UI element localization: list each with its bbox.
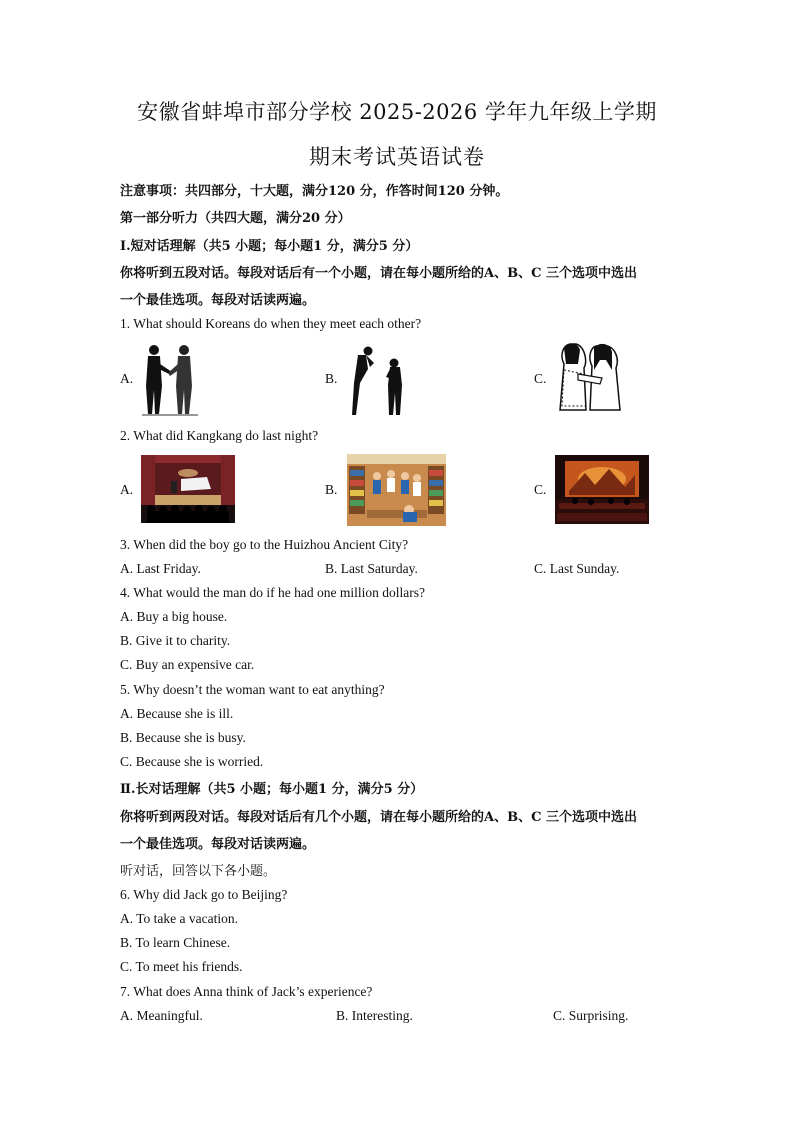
notice: 注意事项：共四部分，十大题，满分120 分，作答时间120 分钟。 <box>120 184 509 199</box>
section1-instruction-line1: 你将听到五段对话。每段对话后有一个小题，请在每小题所给的A、B、C 三个选项中选出 <box>120 266 637 281</box>
section2-subinstruction: 听对话，回答以下各小题。 <box>120 864 277 879</box>
section1-heading: Ⅰ.短对话理解（共5 小题；每小题1 分，满分5 分） <box>120 239 419 254</box>
q4-option-c: C. Buy an expensive car. <box>120 657 255 672</box>
exam-title-line2: 期末考试英语试卷 <box>309 145 485 169</box>
q4-option-b: B. Give it to charity. <box>120 633 231 648</box>
question-5: 5. Why doesn’t the woman want to eat anything? <box>120 682 385 697</box>
question-6: 6. Why did Jack go to Beijing? <box>120 887 288 902</box>
q3-option-c: C. Last Sunday. <box>534 561 620 576</box>
question-7: 7. What does Anna think of Jack’s experience? <box>120 984 373 999</box>
q7-option-b: B. Interesting. <box>336 1008 413 1023</box>
section2-instruction-line1: 你将听到两段对话。每段对话后有几个小题，请在每小题所给的A、B、C 三个选项中选出 <box>120 810 637 825</box>
q6-option-b: B. To learn Chinese. <box>120 935 231 950</box>
question-1: 1. What should Koreans do when they meet each other? <box>120 316 422 331</box>
part1-heading: 第一部分听力（共四大题，满分20 分） <box>120 211 351 226</box>
question-2: 2. What did Kangkang do last night? <box>120 428 319 443</box>
q5-option-b: B. Because she is busy. <box>120 730 246 745</box>
section1-instruction-line2: 一个最佳选项。每段对话读两遍。 <box>120 293 316 308</box>
hugging-image <box>556 340 624 412</box>
q1-option-c-label: C. <box>534 371 547 386</box>
section2-heading: Ⅱ.长对话理解（共5 小题；每小题1 分，满分5 分） <box>120 782 424 797</box>
exam-title-line1: 安徽省蚌埠市部分学校 2025-2026 学年九年级上学期 <box>137 100 657 124</box>
handshake-image <box>138 342 202 416</box>
bowing-image <box>346 343 408 417</box>
q2-option-b-label: B. <box>325 482 338 497</box>
q6-option-a: A. To take a vacation. <box>120 911 239 926</box>
q4-option-a: A. Buy a big house. <box>120 609 228 624</box>
q7-option-a: A. Meaningful. <box>120 1008 203 1023</box>
q1-option-b-label: B. <box>325 371 338 386</box>
q3-option-b: B. Last Saturday. <box>325 561 418 576</box>
q3-option-a: A. Last Friday. <box>120 561 201 576</box>
question-4: 4. What would the man do if he had one million dollars? <box>120 585 425 600</box>
piano-concert-image <box>141 455 235 523</box>
library-image <box>347 454 446 526</box>
q5-option-c: C. Because she is worried. <box>120 754 264 769</box>
section2-instruction-line2: 一个最佳选项。每段对话读两遍。 <box>120 837 316 852</box>
q7-option-c: C. Surprising. <box>553 1008 629 1023</box>
cinema-image <box>555 455 649 524</box>
q6-option-c: C. To meet his friends. <box>120 959 243 974</box>
q5-option-a: A. Because she is ill. <box>120 706 234 721</box>
q2-option-c-label: C. <box>534 482 547 497</box>
q1-option-a-label: A. <box>120 371 134 386</box>
question-3: 3. When did the boy go to the Huizhou Ancient City? <box>120 537 409 552</box>
q2-option-a-label: A. <box>120 482 134 497</box>
